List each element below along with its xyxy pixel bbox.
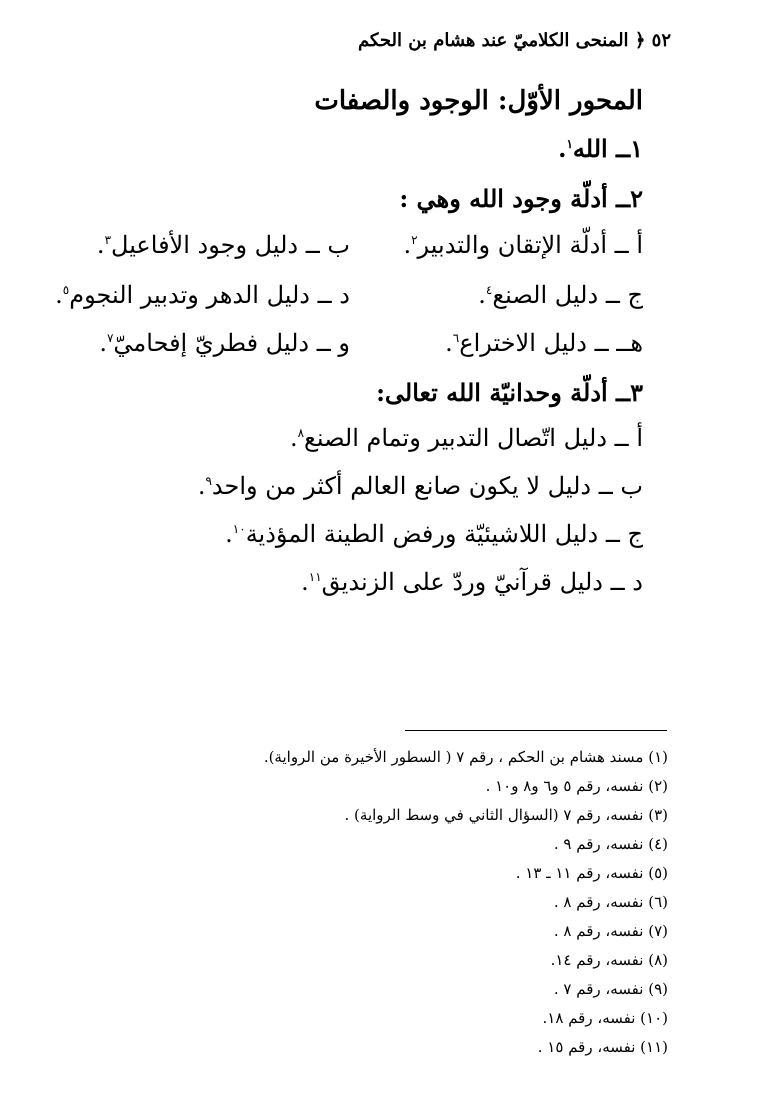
footnote-5: (٥) نفسه، رقم ١١ ـ ١٣ . bbox=[515, 864, 668, 882]
item-3b bbox=[198, 472, 643, 500]
footnote-8: (٨) نفسه، رقم ١٤. bbox=[550, 951, 668, 969]
footnote-11: (١١) نفسه، رقم ١٥ . bbox=[537, 1038, 668, 1056]
item-2a-end: . bbox=[403, 231, 412, 259]
item-3b-end: . bbox=[197, 472, 206, 500]
item-3a bbox=[290, 424, 643, 452]
item-2a-text: أ ــ أدلّة الإتقان والتدبير bbox=[417, 231, 643, 259]
item-2b bbox=[97, 231, 350, 259]
section-title: المحور الأوّل: الوجود والصفات bbox=[314, 86, 643, 116]
item-3d-text: د ــ دليل قرآنيّ وردّ على الزنديق bbox=[321, 568, 643, 596]
footnote-6: (٦) نفسه، رقم ٨ . bbox=[553, 893, 668, 911]
footnote-ref-3: ٣ bbox=[104, 233, 112, 247]
item-3d-end: . bbox=[301, 568, 309, 596]
footnote-1: (١) مسند هشام بن الحكم ، رقم ٧ ( السطور الأخيرة من الرواية). bbox=[263, 748, 668, 766]
footnote-4: (٤) نفسه، رقم ٩ . bbox=[553, 835, 668, 853]
item-2c-end: . bbox=[478, 281, 486, 309]
item-2b-end: . bbox=[96, 231, 105, 259]
footnote-ref-2: ٢ bbox=[411, 233, 418, 247]
item-1-end: . bbox=[558, 134, 567, 163]
footnote-7: (٧) نفسه، رقم ٨ . bbox=[553, 922, 668, 940]
item-2f-end: . bbox=[99, 329, 107, 357]
footnote-9: (٩) نفسه، رقم ٧ . bbox=[553, 980, 668, 998]
item-3c bbox=[225, 520, 643, 548]
item-1-text: ١ــ الله bbox=[572, 134, 643, 163]
item-3a-end: . bbox=[289, 424, 298, 452]
item-2e bbox=[445, 329, 643, 357]
item-2d-text: د ــ دليل الدهر وتدبير النجوم bbox=[69, 281, 350, 309]
item-3a-text: أ ــ دليل اتّصال التدبير وتمام الصنع bbox=[304, 424, 643, 452]
item-2f-text: و ــ دليل فطريّ إفحاميّ bbox=[113, 329, 350, 357]
footnote-2: (٢) نفسه، رقم ٥ و٦ و٨ و١٠ . bbox=[485, 777, 668, 795]
item-2c-text: ج ــ دليل الصنع bbox=[492, 281, 643, 309]
footnote-ref-7: ٧ bbox=[106, 331, 114, 345]
footnote-ref-4: ٤ bbox=[485, 283, 493, 297]
item-3c-end: . bbox=[225, 520, 233, 548]
item-2c bbox=[478, 281, 643, 309]
footnote-ref-8: ٨ bbox=[297, 426, 305, 440]
item-1 bbox=[558, 134, 643, 163]
footnote-ref-9: ٩ bbox=[205, 474, 212, 488]
footnote-3: (٣) نفسه، رقم ٧ (السؤال الثاني في وسط الرواية) . bbox=[344, 806, 668, 824]
item-3d bbox=[301, 568, 643, 596]
item-2a bbox=[403, 231, 643, 259]
footnote-ref-6: ٦ bbox=[452, 331, 460, 345]
item-2f bbox=[99, 329, 350, 357]
footnote-10: (١٠) نفسه، رقم ١٨. bbox=[542, 1009, 668, 1027]
footnote-ref-10: ١٠ bbox=[232, 522, 246, 536]
item-2e-text: هــ ــ دليل الاختراع bbox=[459, 329, 643, 357]
item-3b-text: ب ــ دليل لا يكون صانع العالم أكثر من واحد bbox=[211, 472, 643, 500]
item-3c-text: ج ــ دليل اللاشيئيّة ورفض الطينة المؤذية bbox=[245, 520, 643, 548]
item-2-heading: ٢ــ أدلّة وجود الله وهي : bbox=[399, 184, 643, 213]
footnote-ref-5: ٥ bbox=[62, 283, 70, 297]
footnote-ref-1: ١ bbox=[566, 137, 573, 151]
item-3-heading: ٣ــ أدلّة وحدانيّة الله تعالى: bbox=[376, 378, 643, 407]
item-2e-end: . bbox=[445, 329, 453, 357]
running-head: ٥٢ ﴿ المنحى الكلاميّ عند هشام بن الحكم bbox=[357, 30, 671, 51]
footnote-separator bbox=[405, 730, 667, 731]
item-2d bbox=[55, 281, 350, 309]
item-2b-text: ب ــ دليل وجود الأفاعيل bbox=[111, 231, 350, 259]
item-2d-end: . bbox=[55, 281, 63, 309]
footnote-ref-11: ١١ bbox=[308, 570, 322, 584]
